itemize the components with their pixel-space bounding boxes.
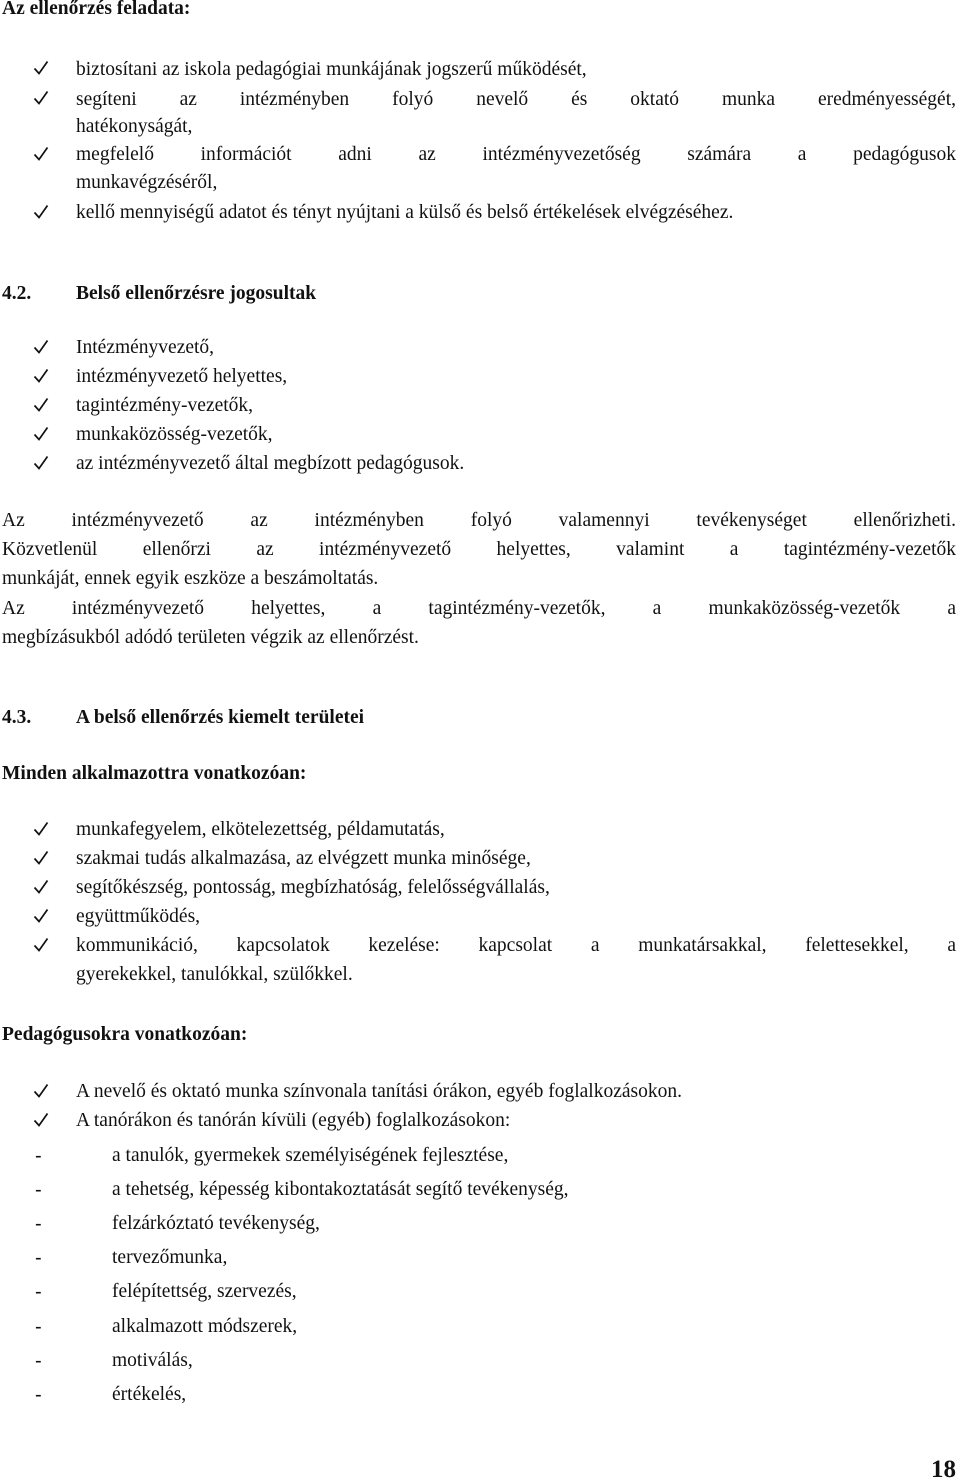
dash-bullet: - [35,1145,42,1167]
list-item: munkafegyelem, elkötelezettség, példamutatás, [76,819,445,840]
checkmark-icon [33,146,49,162]
dash-bullet: - [35,1384,42,1406]
subheading: Pedagógusokra vonatkozóan: [2,1024,248,1045]
checkmark-icon [33,1112,49,1128]
checkmark-icon [33,879,49,895]
sub-list-item: a tehetség, képesség kibontakoztatását segítő tevékenység, [112,1179,569,1200]
list-item: A nevelő és oktató munka színvonala tanítási órákon, egyéb foglalkozásokon. [76,1081,682,1102]
sub-list-item: tervezőmunka, [112,1247,228,1268]
list-item: segítőkészség, pontosság, megbízhatóság, felelősségvállalás, [76,877,550,898]
checkmark-icon [33,821,49,837]
checkmark-icon [33,850,49,866]
dash-bullet: - [35,1179,42,1201]
task-item-continuation: hatékonyságát, [76,116,193,137]
checkmark-icon [33,1083,49,1099]
dash-bullet: - [35,1316,42,1338]
paragraph-line: Az intézményvezető helyettes, a tagintézmény-vezetők, a munkaközösség-vezetők a [2,598,956,619]
section-heading: Az ellenőrzés feladata: [2,0,191,19]
checkmark-icon [33,908,49,924]
sub-list-item: a tanulók, gyermekek személyiségének fejlesztése, [112,1145,509,1166]
paragraph-line: Az intézményvezető az intézményben folyó valamennyi tevékenységet ellenőrizheti. [2,510,956,531]
section-number: 4.3. [2,707,32,728]
dash-bullet: - [35,1247,42,1269]
list-item: intézményvezető helyettes, [76,366,288,387]
list-item: A tanórákon és tanórán kívüli (egyéb) foglalkozásokon: [76,1110,511,1131]
list-item: az intézményvezető által megbízott pedagógusok. [76,453,465,474]
checkmark-icon [33,339,49,355]
checkmark-icon [33,397,49,413]
dash-bullet: - [35,1213,42,1235]
checkmark-icon [33,426,49,442]
checkmark-icon [33,937,49,953]
task-item: biztosítani az iskola pedagógiai munkájának jogszerű működését, [76,59,587,80]
dash-bullet: - [35,1350,42,1372]
sub-list-item: motiválás, [112,1350,193,1371]
section-number: 4.2. [2,283,32,304]
dash-bullet: - [35,1281,42,1303]
paragraph-line: Közvetlenül ellenőrzi az intézményvezető helyettes, valamint a tagintézmény-vezetők [2,539,956,560]
list-item: tagintézmény-vezetők, [76,395,254,416]
checkmark-icon [33,60,49,76]
paragraph-line: munkáját, ennek egyik eszköze a beszámoltatás. [2,568,379,589]
subheading: Minden alkalmazottra vonatkozóan: [2,763,307,784]
task-item: kellő mennyiségű adatot és tényt nyújtani a külső és belső értékelések elvégzéséhez. [76,202,734,223]
paragraph-line: megbízásukból adódó területen végzik az ellenőrzést. [2,627,419,648]
list-item-continuation: gyerekekkel, tanulókkal, szülőkkel. [76,964,353,985]
task-item: segíteni az intézményben folyó nevelő és oktató munka eredményességét, [76,89,956,110]
list-item: kommunikáció, kapcsolatok kezelése: kapcsolat a munkatársakkal, felettesekkel, a [76,935,956,956]
section-title: A belső ellenőrzés kiemelt területei [76,707,365,728]
sub-list-item: értékelés, [112,1384,187,1405]
list-item: együttműködés, [76,906,201,927]
checkmark-icon [33,455,49,471]
task-item-continuation: munkavégzéséről, [76,172,218,193]
checkmark-icon [33,90,49,106]
sub-list-item: alkalmazott módszerek, [112,1316,298,1337]
sub-list-item: felépítettség, szervezés, [112,1281,297,1302]
section-title: Belső ellenőrzésre jogosultak [76,283,317,304]
page-number: 18 [931,1456,956,1483]
sub-list-item: felzárkóztató tevékenység, [112,1213,320,1234]
checkmark-icon [33,368,49,384]
list-item: szakmai tudás alkalmazása, az elvégzett munka minősége, [76,848,531,869]
task-item: megfelelő információt adni az intézményvezetőség számára a pedagógusok [76,144,956,165]
checkmark-icon [33,204,49,220]
list-item: Intézményvezető, [76,337,215,358]
list-item: munkaközösség-vezetők, [76,424,273,445]
